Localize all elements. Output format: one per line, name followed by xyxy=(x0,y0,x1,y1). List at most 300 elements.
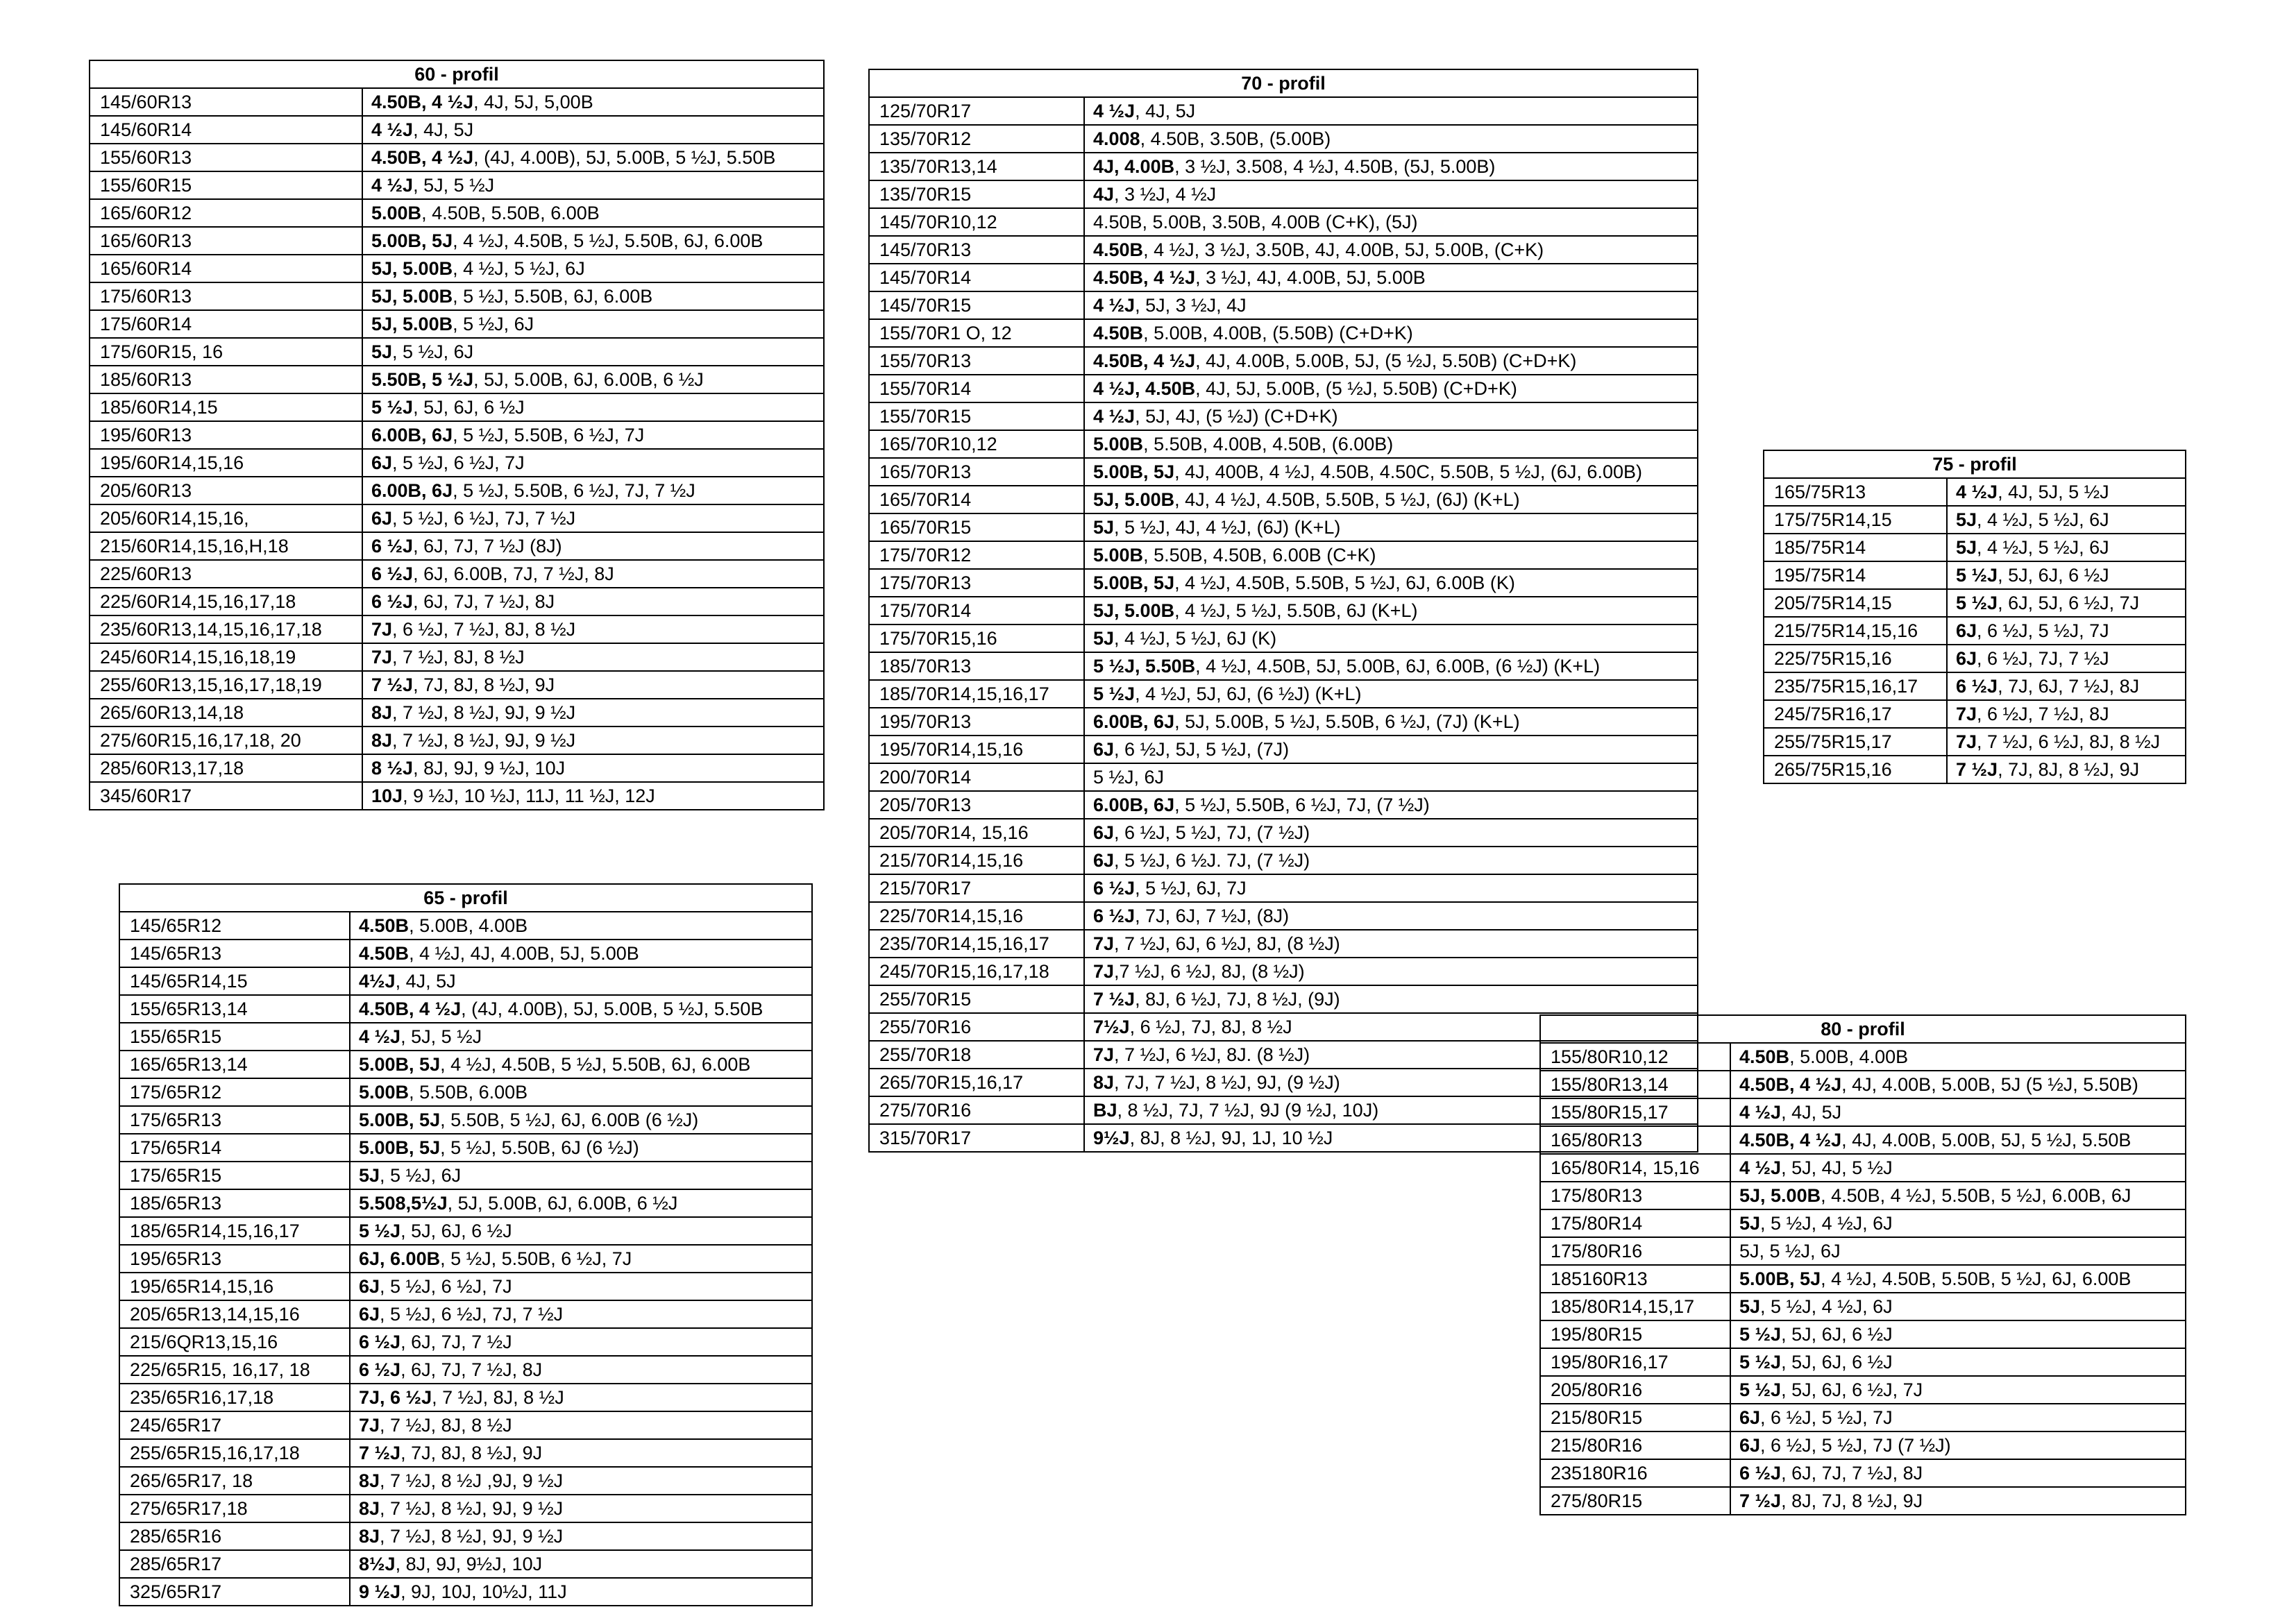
table-row xyxy=(90,227,824,255)
recommended-rim: 5.00B, 5J xyxy=(359,1137,441,1158)
tire-size-cell: 255/70R18 xyxy=(869,1041,1084,1069)
rim-widths-cell xyxy=(1947,756,2186,783)
table-row xyxy=(119,1495,812,1522)
table-row xyxy=(1540,1237,2186,1265)
rim-widths-cell xyxy=(1084,458,1698,486)
tire-size-cell: 345/60R17 xyxy=(90,782,362,810)
alternative-rims: , 8J, 7J, 8 ½J, 9J xyxy=(1781,1490,1923,1511)
recommended-rim: 5 ½J xyxy=(1956,593,1998,613)
table-row xyxy=(119,1522,812,1550)
recommended-rim: 5J xyxy=(371,341,393,362)
tire-size-cell: 195/70R14,15,16 xyxy=(869,736,1084,763)
tire-size-cell: 155/65R13,14 xyxy=(119,995,350,1023)
alternative-rims: , 4 ½J, 4.50B, 5.50B, 5 ½J, 6J, 6.00B xyxy=(1821,1268,2132,1289)
rim-widths-cell xyxy=(362,671,824,699)
rim-widths-cell xyxy=(362,504,824,532)
rim-widths-cell xyxy=(362,144,824,171)
rim-widths-cell xyxy=(1084,208,1698,236)
rim-widths-cell xyxy=(1730,1293,2186,1320)
recommended-rim: 7J xyxy=(1956,731,1977,752)
alternative-rims: , 5 ½J, 6 ½J, 7J xyxy=(392,452,525,473)
alternative-rims: , 4J, 5J xyxy=(395,971,456,992)
rim-widths-cell xyxy=(362,782,824,810)
alternative-rims: , 4 ½J, 5 ½J, 6J (K) xyxy=(1114,628,1277,649)
tire-size-cell: 155/70R14 xyxy=(869,375,1084,402)
profile-75-table xyxy=(1763,450,2186,784)
recommended-rim: 6J xyxy=(359,1276,380,1297)
recommended-rim: 4J, 4.00B xyxy=(1093,156,1175,177)
tire-size-cell: 165/80R13 xyxy=(1540,1126,1730,1154)
tire-size-cell: 155/80R10,12 xyxy=(1540,1043,1730,1071)
rim-widths-cell xyxy=(1084,430,1698,458)
rim-widths-cell xyxy=(1730,1071,2186,1098)
rim-widths-cell xyxy=(362,88,824,116)
alternative-rims: , 4 ½J, 5 ½J, 6J xyxy=(1977,509,2109,530)
rim-widths-cell xyxy=(362,699,824,726)
recommended-rim: 6J xyxy=(1093,739,1115,760)
alternative-rims: , 4 ½J, 5 ½J, 6J xyxy=(1977,537,2109,558)
alternative-rims: , 5 ½J, 5.50B, 6 ½J, 7J, 7 ½J xyxy=(453,480,695,501)
table-row xyxy=(119,1384,812,1411)
table-row xyxy=(1764,534,2186,561)
tire-size-cell: 185/80R14,15,17 xyxy=(1540,1293,1730,1320)
recommended-rim: 6.00B, 6J xyxy=(371,425,453,445)
tire-size-cell: 165/80R14, 15,16 xyxy=(1540,1154,1730,1182)
alternative-rims: , 5 ½J, 5.50B, 6 ½J, 7J xyxy=(453,425,645,445)
table-row xyxy=(119,1439,812,1467)
recommended-rim: 5.00B, 5J xyxy=(1093,461,1175,482)
rim-widths-cell xyxy=(1084,375,1698,402)
table-row xyxy=(869,402,1698,430)
alternative-rims: , 4.50B, 4 ½J, 5.50B, 5 ½J, 6.00B, 6J xyxy=(1821,1185,2132,1206)
alternative-rims: , 7 ½J, 6J, 6 ½J, 8J, (8 ½J) xyxy=(1114,933,1340,954)
recommended-rim: 4.50B xyxy=(1093,239,1144,260)
recommended-rim: 5J xyxy=(1956,537,1977,558)
alternative-rims: , 4.50B, 3.50B, (5.00B) xyxy=(1140,128,1331,149)
rim-widths-cell xyxy=(1730,1043,2186,1071)
alternative-rims: , 5.50B, 4.50B, 6.00B (C+K) xyxy=(1143,545,1376,566)
profile-70-table xyxy=(868,69,1698,1153)
recommended-rim: 5 ½J xyxy=(371,397,414,418)
alternative-rims: , 7J, 7 ½J, 8 ½J, 9J, (9 ½J) xyxy=(1114,1072,1340,1093)
tire-size-cell: 215/80R16 xyxy=(1540,1431,1730,1459)
rim-widths-cell xyxy=(1730,1459,2186,1487)
tire-size-cell: 165/70R14 xyxy=(869,486,1084,513)
tire-size-cell: 145/65R13 xyxy=(119,940,350,967)
table-row xyxy=(869,708,1698,736)
table-row xyxy=(1764,617,2186,645)
alternative-rims: , 5J, 6J, 6 ½J, 7J xyxy=(1781,1379,1923,1400)
table-row xyxy=(1540,1348,2186,1376)
table-title: 80 - profil xyxy=(1540,1015,2186,1043)
alternative-rims: , 4 ½J, 5J, 6J, (6 ½J) (K+L) xyxy=(1135,683,1362,704)
alternative-rims: , 5J, 4J, (5 ½J) (C+D+K) xyxy=(1135,406,1338,427)
tire-size-cell: 185/60R13 xyxy=(90,366,362,393)
alternative-rims: , 6 ½J, 7J, 7 ½J xyxy=(1977,648,2109,669)
rim-widths-cell xyxy=(1084,680,1698,708)
alternative-rims: , 7 ½J, 8 ½J, 9J, 9 ½J xyxy=(392,730,576,751)
table-title: 75 - profil xyxy=(1764,450,2186,478)
table-row xyxy=(119,1078,812,1106)
alternative-rims: , 3 ½J, 3.508, 4 ½J, 4.50B, (5J, 5.00B) xyxy=(1174,156,1496,177)
table-row xyxy=(90,560,824,588)
tire-size-cell: 175/80R14 xyxy=(1540,1209,1730,1237)
tire-size-cell: 215/6QR13,15,16 xyxy=(119,1328,350,1356)
table-row xyxy=(1540,1265,2186,1293)
table-row xyxy=(90,88,824,116)
tire-size-cell: 215/80R15 xyxy=(1540,1404,1730,1431)
alternative-rims: , 5J, 6J, 6 ½J xyxy=(1781,1352,1893,1373)
alternative-rims: , 5J, 6J, 6 ½J xyxy=(413,397,525,418)
table-row xyxy=(90,144,824,171)
recommended-rim: 4 ½J xyxy=(1093,295,1136,316)
recommended-rim: 5.00B, 5J xyxy=(371,230,453,251)
table-row xyxy=(90,199,824,227)
tire-size-cell: 145/65R14,15 xyxy=(119,967,350,995)
alternative-rims: , 5 ½J, 6 ½J, 7J, 7 ½J xyxy=(380,1304,564,1325)
alternative-rims: , 9J, 10J, 10½J, 11J xyxy=(400,1581,567,1602)
recommended-rim: 4 ½J xyxy=(371,175,414,196)
rim-widths-cell xyxy=(362,199,824,227)
alternative-rims: , 5J, 3 ½J, 4J xyxy=(1135,295,1247,316)
rim-widths-cell xyxy=(1084,763,1698,791)
table-row xyxy=(869,597,1698,624)
tire-size-cell: 195/65R14,15,16 xyxy=(119,1273,350,1300)
tire-size-cell: 175/70R12 xyxy=(869,541,1084,569)
alternative-rims: , 5 ½J, 5.50B, 6 ½J, 7J, (7 ½J) xyxy=(1174,794,1430,815)
rim-widths-cell xyxy=(1084,291,1698,319)
table-row xyxy=(869,763,1698,791)
rim-widths-cell xyxy=(1084,819,1698,847)
table-row xyxy=(90,477,824,504)
alternative-rims: , 5.00B, 4.00B xyxy=(409,915,528,936)
table-row xyxy=(1540,1431,2186,1459)
table-row xyxy=(1540,1126,2186,1154)
tire-size-cell: 265/65R17, 18 xyxy=(119,1467,350,1495)
rim-widths-cell xyxy=(350,1495,812,1522)
alternative-rims: , (4J, 4.00B), 5J, 5.00B, 5 ½J, 5.50B xyxy=(461,999,763,1019)
recommended-rim: 4 ½J xyxy=(371,119,414,140)
alternative-rims: , 8 ½J, 7J, 7 ½J, 9J (9 ½J, 10J) xyxy=(1117,1100,1379,1121)
table-row xyxy=(90,338,824,366)
tire-size-cell: 175/80R13 xyxy=(1540,1182,1730,1209)
recommended-rim: 5.00B xyxy=(1093,434,1144,454)
tire-size-cell: 155/60R15 xyxy=(90,171,362,199)
tire-size-cell: 155/80R13,14 xyxy=(1540,1071,1730,1098)
table-row xyxy=(119,1106,812,1134)
recommended-rim: 8J xyxy=(371,702,393,723)
alternative-rims: 4.50B, 5.00B, 3.50B, 4.00B (C+K), (5J) xyxy=(1093,212,1418,232)
recommended-rim: 7 ½J xyxy=(371,674,414,695)
recommended-rim: 4.50B, 4 ½J xyxy=(1739,1074,1842,1095)
alternative-rims: , 6J, 5J, 6 ½J, 7J xyxy=(1998,593,2140,613)
rim-widths-cell xyxy=(1730,1182,2186,1209)
tire-size-cell: 155/70R15 xyxy=(869,402,1084,430)
alternative-rims: ,7 ½J, 6 ½J, 8J, (8 ½J) xyxy=(1114,961,1305,982)
alternative-rims: , 6J, 7J, 7 ½J, 8J xyxy=(400,1359,543,1380)
table-row xyxy=(1764,478,2186,506)
recommended-rim: 6J xyxy=(359,1304,380,1325)
alternative-rims: , 6J, 6.00B, 7J, 7 ½J, 8J xyxy=(413,563,614,584)
table-row xyxy=(119,1134,812,1162)
recommended-rim: 5 ½J xyxy=(1739,1352,1782,1373)
recommended-rim: BJ xyxy=(1093,1100,1117,1121)
tire-size-cell: 165/70R15 xyxy=(869,513,1084,541)
tire-size-cell: 135/70R12 xyxy=(869,125,1084,153)
tire-size-cell: 315/70R17 xyxy=(869,1124,1084,1152)
alternative-rims: , 4.50B, 5.50B, 6.00B xyxy=(421,203,600,223)
recommended-rim: 6J xyxy=(1093,822,1115,843)
recommended-rim: 5 ½J xyxy=(359,1221,401,1241)
recommended-rim: 7½J xyxy=(1093,1017,1130,1037)
rim-widths-cell xyxy=(1084,153,1698,180)
alternative-rims: , 4 ½J, 4.50B, 5J, 5.00B, 6J, 6.00B, (6 ½J) (K+L) xyxy=(1195,656,1601,677)
table-row xyxy=(869,264,1698,291)
table-row xyxy=(869,569,1698,597)
recommended-rim: 8 ½J xyxy=(371,758,414,779)
tire-size-cell: 255/70R16 xyxy=(869,1013,1084,1041)
alternative-rims: , 4 ½J, 4.50B, 5 ½J, 5.50B, 6J, 6.00B xyxy=(453,230,763,251)
rim-widths-cell xyxy=(362,227,824,255)
tire-size-cell: 155/60R13 xyxy=(90,144,362,171)
rim-widths-cell xyxy=(362,532,824,560)
tire-size-cell: 175/80R16 xyxy=(1540,1237,1730,1265)
table-row xyxy=(869,847,1698,874)
recommended-rim: 4.50B xyxy=(1093,323,1144,343)
table-row xyxy=(869,680,1698,708)
alternative-rims: , 5.00B, 4.00B, (5.50B) (C+D+K) xyxy=(1143,323,1413,343)
table-row xyxy=(119,995,812,1023)
table-row xyxy=(869,97,1698,125)
rim-widths-cell xyxy=(350,1467,812,1495)
recommended-rim: 9½J xyxy=(1093,1128,1130,1148)
table-row xyxy=(1764,589,2186,617)
rim-widths-cell xyxy=(1084,319,1698,347)
table-row xyxy=(1540,1043,2186,1071)
recommended-rim: 4.008 xyxy=(1093,128,1140,149)
tire-size-cell: 195/65R13 xyxy=(119,1245,350,1273)
alternative-rims: 5 ½J, 6J xyxy=(1093,767,1165,788)
table-row xyxy=(90,116,824,144)
rim-widths-cell xyxy=(350,995,812,1023)
tire-size-cell: 175/60R15, 16 xyxy=(90,338,362,366)
rim-widths-cell xyxy=(362,449,824,477)
recommended-rim: 6J xyxy=(1739,1435,1761,1456)
rim-widths-cell xyxy=(1730,1487,2186,1515)
recommended-rim: 7J xyxy=(371,647,393,668)
recommended-rim: 5.508,5½J xyxy=(359,1193,448,1214)
alternative-rims: , 4 ½J, 5 ½J, 6J xyxy=(453,258,585,279)
recommended-rim: 4.50B xyxy=(359,915,410,936)
recommended-rim: 5J xyxy=(1093,517,1115,538)
profile-65-table xyxy=(119,883,813,1606)
rim-widths-cell xyxy=(1084,402,1698,430)
rim-widths-cell xyxy=(1084,97,1698,125)
recommended-rim: 5.00B, 5J xyxy=(359,1054,441,1075)
tire-size-cell: 225/75R15,16 xyxy=(1764,645,1947,672)
tire-size-cell: 145/70R15 xyxy=(869,291,1084,319)
recommended-rim: 4.50B, 4 ½J xyxy=(1093,267,1196,288)
alternative-rims: , 6J, 7J, 7 ½J, 8J xyxy=(413,591,555,612)
alternative-rims: , 5.50B, 6.00B xyxy=(409,1082,528,1103)
table-row xyxy=(119,1578,812,1606)
recommended-rim: 4.50B, 4 ½J xyxy=(371,147,474,168)
recommended-rim: 6.00B, 6J xyxy=(1093,711,1175,732)
tire-size-cell: 205/70R14, 15,16 xyxy=(869,819,1084,847)
table-row xyxy=(119,1411,812,1439)
alternative-rims: , 7 ½J, 8 ½J, 9J, 9 ½J xyxy=(380,1526,564,1547)
recommended-rim: 6 ½J xyxy=(359,1332,401,1352)
recommended-rim: 5J xyxy=(359,1165,380,1186)
rim-widths-cell xyxy=(350,912,812,940)
recommended-rim: 6J, 6.00B xyxy=(359,1248,441,1269)
tire-size-cell: 225/60R14,15,16,17,18 xyxy=(90,588,362,615)
rim-widths-cell xyxy=(1084,486,1698,513)
rim-widths-cell xyxy=(350,1328,812,1356)
recommended-rim: 8J xyxy=(371,730,393,751)
table-row xyxy=(869,458,1698,486)
recommended-rim: 5J, 5.00B xyxy=(1093,600,1175,621)
rim-widths-cell xyxy=(1084,930,1698,958)
table-row xyxy=(869,153,1698,180)
rim-widths-cell xyxy=(350,1245,812,1273)
table-row xyxy=(869,180,1698,208)
rim-widths-cell xyxy=(1084,347,1698,375)
table-row xyxy=(869,819,1698,847)
recommended-rim: 7J xyxy=(371,619,393,640)
recommended-rim: 4 ½J xyxy=(1093,406,1136,427)
recommended-rim: 6 ½J xyxy=(1093,906,1136,926)
rim-widths-cell xyxy=(1730,1320,2186,1348)
rim-widths-cell xyxy=(362,282,824,310)
rim-widths-cell xyxy=(1084,125,1698,153)
recommended-rim: 6J xyxy=(371,452,393,473)
tire-size-cell: 255/60R13,15,16,17,18,19 xyxy=(90,671,362,699)
recommended-rim: 7 ½J xyxy=(359,1443,401,1463)
alternative-rims: , 5 ½J, 5.50B, 6 ½J, 7J xyxy=(440,1248,632,1269)
rim-widths-cell xyxy=(350,1134,812,1162)
tire-size-cell: 185/65R14,15,16,17 xyxy=(119,1217,350,1245)
recommended-rim: 6 ½J xyxy=(371,591,414,612)
alternative-rims: , 5 ½J, 6 ½J, 7J xyxy=(380,1276,512,1297)
tire-size-cell: 285/65R17 xyxy=(119,1550,350,1578)
alternative-rims: , 7J, 8J, 8 ½J, 9J xyxy=(413,674,555,695)
recommended-rim: 5.00B xyxy=(1093,545,1144,566)
rim-widths-cell xyxy=(350,1189,812,1217)
alternative-rims: , 7 ½J, 8J, 8 ½J xyxy=(380,1415,512,1436)
table-row xyxy=(1540,1071,2186,1098)
rim-widths-cell xyxy=(1084,652,1698,680)
table-row xyxy=(869,930,1698,958)
alternative-rims: , 5J, 6J, 6 ½J xyxy=(1998,565,2109,586)
alternative-rims: 5J, 5 ½J, 6J xyxy=(1739,1241,1841,1261)
table-row xyxy=(869,291,1698,319)
rim-widths-cell xyxy=(350,1051,812,1078)
alternative-rims: , 7 ½J, 6 ½J, 8J, 8 ½J xyxy=(1977,731,2161,752)
recommended-rim: 5.00B, 5J xyxy=(1093,572,1175,593)
alternative-rims: , (4J, 4.00B), 5J, 5.00B, 5 ½J, 5.50B xyxy=(473,147,776,168)
rim-widths-cell xyxy=(350,940,812,967)
tire-size-cell: 155/65R15 xyxy=(119,1023,350,1051)
alternative-rims: , 4J, 5J xyxy=(1781,1102,1842,1123)
recommended-rim: 5 ½J xyxy=(1093,683,1136,704)
tire-size-cell: 145/60R14 xyxy=(90,116,362,144)
rim-widths-cell xyxy=(350,1106,812,1134)
recommended-rim: 6 ½J xyxy=(1093,878,1136,899)
tire-size-cell: 175/70R14 xyxy=(869,597,1084,624)
rim-widths-cell xyxy=(1947,534,2186,561)
recommended-rim: 7J xyxy=(1956,704,1977,724)
alternative-rims: , 4 ½J, 4.50B, 5 ½J, 5.50B, 6J, 6.00B xyxy=(440,1054,751,1075)
alternative-rims: , 6J, 7J, 7 ½J (8J) xyxy=(413,536,562,556)
rim-widths-cell xyxy=(362,615,824,643)
tire-size-cell: 275/65R17,18 xyxy=(119,1495,350,1522)
alternative-rims: , 4 ½J, 5 ½J, 5.50B, 6J (K+L) xyxy=(1174,600,1418,621)
alternative-rims: , 4J, 4.00B, 5.00B, 5J, (5 ½J, 5.50B) (C+D+K) xyxy=(1195,350,1577,371)
rim-widths-cell xyxy=(1084,513,1698,541)
recommended-rim: 9 ½J xyxy=(359,1581,401,1602)
tire-size-cell: 155/70R1 O, 12 xyxy=(869,319,1084,347)
table-row xyxy=(869,486,1698,513)
alternative-rims: , 5 ½J, 6J xyxy=(380,1165,462,1186)
alternative-rims: , 5.00B, 4.00B xyxy=(1789,1046,1909,1067)
table-row xyxy=(1764,728,2186,756)
rim-widths-cell xyxy=(350,1023,812,1051)
recommended-rim: 5J xyxy=(1956,509,1977,530)
alternative-rims: , 4J, 5J, 5 ½J xyxy=(1998,482,2109,502)
alternative-rims: , 5 ½J, 6J xyxy=(453,314,534,334)
tire-size-cell: 275/80R15 xyxy=(1540,1487,1730,1515)
recommended-rim: 4½J xyxy=(359,971,396,992)
alternative-rims: , 4J, 5J, 5.00B, (5 ½J, 5.50B) (C+D+K) xyxy=(1195,378,1517,399)
recommended-rim: 8½J xyxy=(359,1554,396,1574)
rim-widths-cell xyxy=(1084,180,1698,208)
alternative-rims: , 3 ½J, 4 ½J xyxy=(1114,184,1217,205)
recommended-rim: 4.50B xyxy=(1739,1046,1790,1067)
tire-size-cell: 235/65R16,17,18 xyxy=(119,1384,350,1411)
table-row xyxy=(869,791,1698,819)
table-row xyxy=(869,236,1698,264)
table-row xyxy=(90,754,824,782)
alternative-rims: , 8J, 6 ½J, 7J, 8 ½J, (9J) xyxy=(1135,989,1340,1010)
alternative-rims: , 5 ½J, 6 ½J. 7J, (7 ½J) xyxy=(1114,850,1310,871)
tire-size-cell: 135/70R13,14 xyxy=(869,153,1084,180)
recommended-rim: 6J xyxy=(1093,850,1115,871)
alternative-rims: , 8J, 9J, 9 ½J, 10J xyxy=(413,758,566,779)
alternative-rims: , 7 ½J, 8 ½J, 9J, 9 ½J xyxy=(392,702,576,723)
profile-80-table xyxy=(1539,1014,2186,1515)
tire-size-cell: 225/70R14,15,16 xyxy=(869,902,1084,930)
alternative-rims: , 5J, 5.00B, 5 ½J, 5.50B, 6 ½J, (7J) (K+L) xyxy=(1174,711,1520,732)
rim-widths-cell xyxy=(350,1078,812,1106)
recommended-rim: 5J xyxy=(1093,628,1115,649)
table-row xyxy=(90,726,824,754)
recommended-rim: 6J xyxy=(1739,1407,1761,1428)
tire-size-cell: 165/65R13,14 xyxy=(119,1051,350,1078)
tire-size-cell: 185/65R13 xyxy=(119,1189,350,1217)
table-row xyxy=(1540,1404,2186,1431)
recommended-rim: 6 ½J xyxy=(1739,1463,1782,1484)
recommended-rim: 5J, 5.00B xyxy=(371,286,453,307)
alternative-rims: , 9 ½J, 10 ½J, 11J, 11 ½J, 12J xyxy=(403,785,655,806)
table-row xyxy=(869,208,1698,236)
profile-60-table xyxy=(89,60,825,810)
table-row xyxy=(119,1051,812,1078)
rim-widths-cell xyxy=(362,726,824,754)
recommended-rim: 6J xyxy=(1956,648,1977,669)
alternative-rims: , 6 ½J, 5 ½J, 7J xyxy=(1977,620,2109,641)
table-row xyxy=(1764,672,2186,700)
